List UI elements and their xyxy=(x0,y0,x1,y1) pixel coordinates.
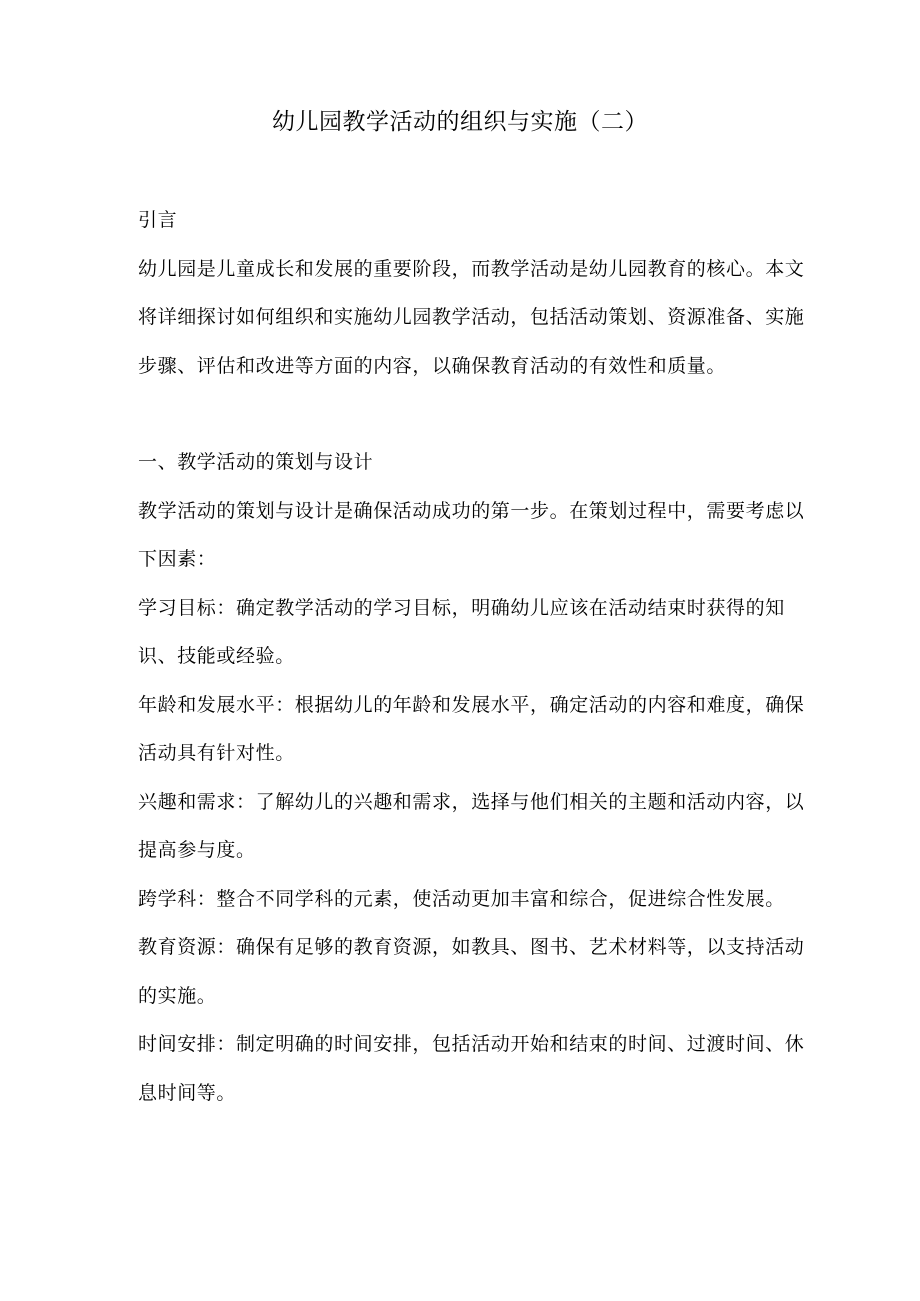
intro-paragraph: 幼儿园是儿童成长和发展的重要阶段，而教学活动是幼儿园教育的核心。本文将详细探讨如何组织和实施幼儿园教学活动，包括活动策划、资源准备、实施步骤、评估和改进等方面的内容，以确保教育活动的有效性和质量。 xyxy=(138,257,805,377)
intro-heading: 引言 xyxy=(138,209,178,231)
factor-learning-goals: 学习目标：确定教学活动的学习目标，明确幼儿应该在活动结束时获得的知识、技能或经验。 xyxy=(138,596,785,667)
document-title: 幼儿园教学活动的组织与实施（二） xyxy=(272,109,648,135)
section-spacer xyxy=(138,390,806,438)
factor-interdisciplinary: 跨学科：整合不同学科的元素，使活动更加丰富和综合，促进综合性发展。 xyxy=(138,887,785,910)
factor-schedule: 时间安排：制定明确的时间安排，包括活动开始和结束的时间、过渡时间、休息时间等。 xyxy=(138,1033,805,1104)
section1-heading: 一、教学活动的策划与设计 xyxy=(138,451,374,473)
document-body xyxy=(138,196,806,1117)
factor-interests-needs: 兴趣和需求：了解幼儿的兴趣和需求，选择与他们相关的主题和活动内容，以提高参与度。 xyxy=(138,790,805,861)
factor-resources: 教育资源：确保有足够的教育资源，如教具、图书、艺术材料等，以支持活动的实施。 xyxy=(138,936,805,1007)
factor-age-development: 年龄和发展水平：根据幼儿的年龄和发展水平，确定活动的内容和难度，确保活动具有针对性。 xyxy=(138,693,805,764)
section1-paragraph: 教学活动的策划与设计是确保活动成功的第一步。在策划过程中，需要考虑以下因素： xyxy=(138,499,805,570)
